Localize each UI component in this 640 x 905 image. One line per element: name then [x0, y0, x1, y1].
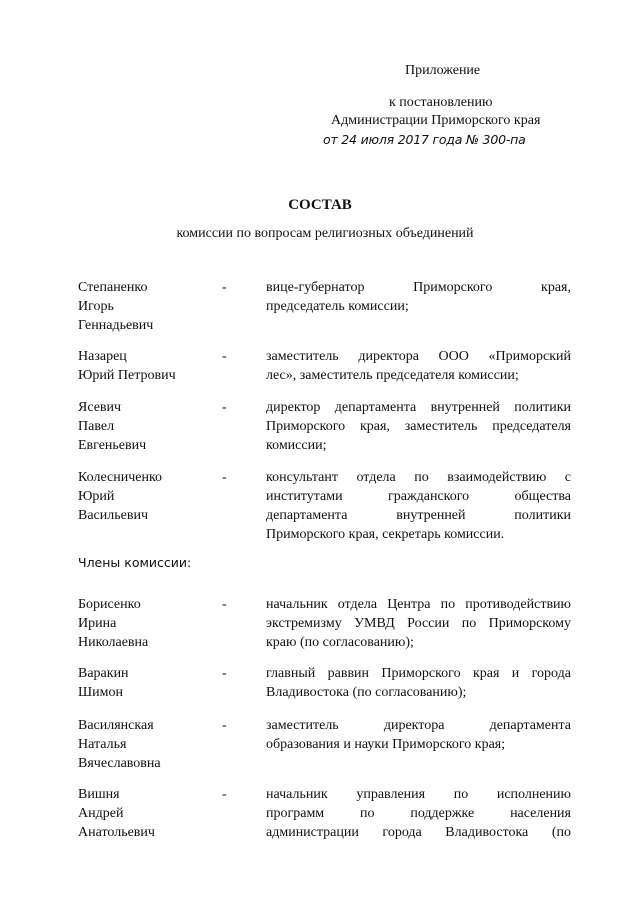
position-line: консультант отдела по взаимодействию с: [266, 470, 571, 485]
person-name: [78, 347, 218, 385]
person-position: [266, 468, 571, 544]
person-name: [78, 664, 218, 702]
separator-dash: -: [222, 349, 227, 364]
position-line: экстремизму УМВД России по Приморскому: [266, 616, 571, 631]
position-line: главный раввин Приморского края и города: [266, 666, 571, 681]
position-line: начальник отдела Центра по противодействию: [266, 597, 571, 612]
person-name: [78, 595, 218, 652]
appendix-label: Приложение: [405, 63, 481, 78]
person-name-line: Ирина: [78, 616, 117, 631]
person-name-line: Шимон: [78, 685, 123, 700]
person-position: [266, 716, 571, 754]
person-name: [78, 716, 218, 773]
person-name-line: Вишня: [78, 787, 120, 802]
person-name-line: Евгеньевич: [78, 438, 147, 453]
appendix-authority: Администрации Приморского края: [331, 113, 541, 128]
position-line: директор департамента внутренней политики: [266, 400, 571, 415]
position-line: программ по поддержке населения: [266, 806, 571, 821]
person-name-line: Николаевна: [78, 635, 149, 650]
person-position: [266, 347, 571, 385]
appendix-resolution: к постановлению: [389, 95, 493, 110]
position-line: председатель комиссии;: [266, 299, 409, 314]
separator-dash: -: [222, 787, 227, 802]
appendix-date-number: от 24 июля 2017 года № 300-па: [323, 132, 526, 147]
person-name: [78, 468, 218, 525]
position-line: администрации города Владивостока (по: [266, 825, 571, 840]
members-heading: Члены комиссии:: [78, 555, 192, 570]
position-line: департамента внутренней политики: [266, 508, 571, 523]
person-name-line: Павел: [78, 419, 115, 434]
person-name-line: Варакин: [78, 666, 129, 681]
person-name-line: Анатольевич: [78, 825, 155, 840]
person-name-line: Васильевич: [78, 508, 148, 523]
document-subtitle: комиссии по вопросам религиозных объединений: [176, 226, 474, 241]
person-name-line: Андрей: [78, 806, 124, 821]
separator-dash: -: [222, 718, 227, 733]
position-line: Приморского края, заместитель председателя: [266, 419, 571, 434]
position-line: Владивостока (по согласованию);: [266, 685, 467, 700]
person-position: [266, 398, 571, 455]
separator-dash: -: [222, 470, 227, 485]
document-title: СОСТАВ: [288, 197, 352, 213]
person-name-line: Ясевич: [78, 400, 122, 415]
person-name-line: Борисенко: [78, 597, 141, 612]
position-line: образования и науки Приморского края;: [266, 737, 506, 752]
position-line: комиссии;: [266, 438, 327, 453]
person-name-line: Игорь: [78, 299, 114, 314]
position-line: лес», заместитель председателя комиссии;: [266, 368, 519, 383]
person-name-line: Назарец: [78, 349, 127, 364]
person-position: [266, 664, 571, 702]
separator-dash: -: [222, 666, 227, 681]
person-name: [78, 785, 218, 842]
position-line: начальник управления по исполнению: [266, 787, 571, 802]
position-line: краю (по согласованию);: [266, 635, 414, 650]
person-position: [266, 785, 571, 842]
person-name-line: Юрий: [78, 489, 115, 504]
person-name-line: Вячеславовна: [78, 756, 161, 771]
person-position: [266, 278, 571, 316]
person-name-line: Наталья: [78, 737, 127, 752]
position-line: заместитель директора ООО «Приморский: [266, 349, 571, 364]
person-name-line: Геннадьевич: [78, 318, 154, 333]
person-position: [266, 595, 571, 652]
person-name-line: Степаненко: [78, 280, 148, 295]
person-name-line: Василянская: [78, 718, 154, 733]
person-name: [78, 398, 218, 455]
person-name: [78, 278, 218, 335]
person-name-line: Колесниченко: [78, 470, 163, 485]
position-line: Приморского края, секретарь комиссии.: [266, 527, 505, 542]
person-name-line: Юрий Петрович: [78, 368, 176, 383]
separator-dash: -: [222, 280, 227, 295]
separator-dash: -: [222, 400, 227, 415]
separator-dash: -: [222, 597, 227, 612]
position-line: институтами гражданского общества: [266, 489, 571, 504]
position-line: вице-губернатор Приморского края,: [266, 280, 571, 295]
position-line: заместитель директора департамента: [266, 718, 571, 733]
